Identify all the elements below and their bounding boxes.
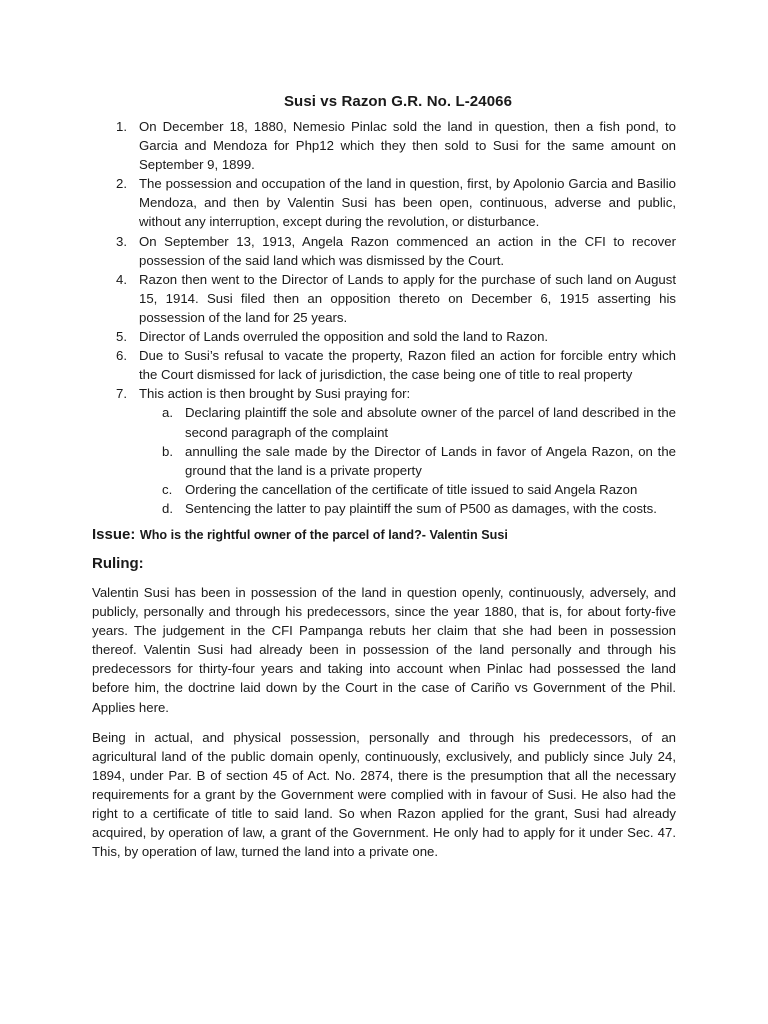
prayer-text: Declaring plaintiff the sole and absolute owner of the parcel of land described in the second paragraph of the complaint [185,405,676,440]
list-letter: c. [162,481,173,497]
facts-list [116,117,676,518]
fact-item [116,384,676,518]
document-title: Susi vs Razon G.R. No. L-24066 [283,93,513,110]
list-number: 7. [116,386,127,402]
list-number: 2. [116,176,127,192]
issue-label: Issue: [92,525,136,543]
list-number: 3. [116,233,127,249]
fact-text: Director of Lands overruled the opposition and sold the land to Razon. [139,329,549,345]
prayer-item [162,442,676,480]
ruling-heading: Ruling: [92,554,144,572]
fact-text: This action is then brought by Susi praying for: [139,386,411,402]
prayer-list [139,403,676,518]
prayer-text: Ordering the cancellation of the certificate of title issued to said Angela Razon [185,481,638,497]
prayer-item [162,480,676,499]
issue-line [92,526,676,544]
list-number: 5. [116,329,127,345]
ruling-paragraph: Being in actual, and physical possession, personally and through his predecessors, of an agricultural land of the public domain openly, continuously, exclusively, and publicly since July 24, 1894, under Par. B of section 45 of Act. No. 2874, there is the presumption that all the necessary requirements for a grant by the Government were complied with in favour of Susi. He also had the right to a certificate of title to said land. So when Razon applied for the grant, Susi had already acquired, by operation of law, a grant of the Government. He only had to apply for it under Sec. 47. This, by operation of law, turned the land into a private one. [92,729,676,860]
fact-item [116,117,676,174]
fact-text: Due to Susi’s refusal to vacate the property, Razon filed an action for forcible entry which the Court dismissed for lack of jurisdiction, the case being one of title to real property [139,348,676,383]
fact-text: On December 18, 1880, Nemesio Pinlac sold the land in question, then a fish pond, to Garcia and Mendoza for Php12 which they then sold to Susi for the same amount on September 9, 1899. [139,119,676,173]
fact-text: On September 13, 1913, Angela Razon commenced an action in the CFI to recover possession of the said land which was dismissed by the Court. [139,233,676,268]
list-letter: d. [162,500,173,516]
fact-text: The possession and occupation of the land in question, first, by Apolonio Garcia and Basilio Mendoza, and then by Valentin Susi has been open, continuous, adverse and public, without any interruption, except during the revolution, or disturbance. [139,176,676,230]
fact-item [116,327,676,346]
ruling-paragraph: Valentin Susi has been in possession of the land in question openly, continuously, adversely, and publicly, personally and through his predecessors, since the year 1880, that is, for about forty-five years. The judgement in the CFI Pampanga rebuts her claim that she had been in possession thereof. Valentin Susi had already been in possession of the land personally and through his predecessors for thirty-four years and taking into account when Pinlac had possessed the land before him, the doctrine laid down by the Court in the case of Cariño vs Government of the Phil. Applies here. [92,584,676,715]
prayer-text: annulling the sale made by the Director of Lands in favor of Angela Razon, on the ground that the land is a private property [185,443,676,478]
list-letter: a. [162,405,173,421]
list-number: 4. [116,271,127,287]
fact-item [116,270,676,327]
issue-text: Who is the rightful owner of the parcel of land?- Valentin Susi [139,527,508,542]
prayer-item [162,499,676,518]
prayer-item [162,403,676,441]
list-letter: b. [162,443,173,459]
list-number: 6. [116,348,127,364]
fact-text: Razon then went to the Director of Lands to apply for the purchase of such land on August 15, 1914. Susi filed then an opposition thereto on December 6, 1915 asserting his possession of the land for 25 years. [139,271,676,325]
prayer-text: Sentencing the latter to pay plaintiff the sum of P500 as damages, with the costs. [185,500,657,516]
fact-item [116,232,676,270]
fact-item [116,174,676,231]
fact-item [116,346,676,384]
list-number: 1. [116,119,127,134]
